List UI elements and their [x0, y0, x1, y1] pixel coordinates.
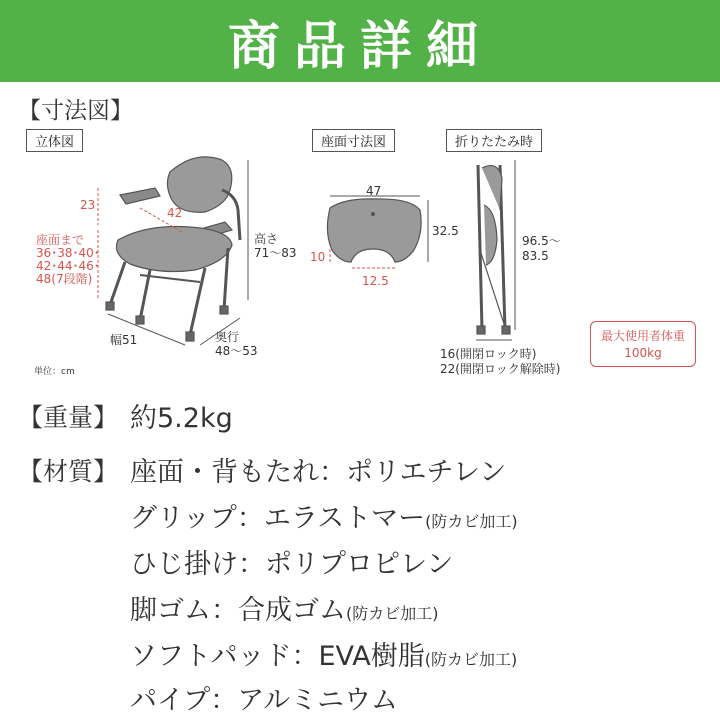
seat-width-dimension: 47: [366, 184, 382, 198]
seat-top-illustration: [327, 199, 421, 262]
material-row: ひじ掛け：ポリプロピレン: [130, 549, 454, 580]
armrest-gap-dimension: 42: [167, 206, 183, 220]
max-load-badge: 最大使用者体重 100kg: [590, 321, 696, 367]
perspective-view-label: 立体図: [26, 129, 83, 152]
weight-section-label: 【重量】: [18, 403, 119, 432]
notch-width-dimension: 12.5: [362, 274, 389, 288]
material-row: グリップ：エラストマー(防カビ加工): [130, 503, 518, 534]
weight-value: 約5.2kg: [130, 403, 233, 434]
material-row: パイプ：アルミニウム: [130, 685, 398, 716]
seat-height-dimension: 座面まで 36･38･40･ 42･44･46･ 48(7段階): [36, 233, 100, 286]
seat-view-label: 座面寸法図: [312, 129, 395, 152]
material-row: 脚ゴム：合成ゴム(防カビ加工): [130, 595, 439, 626]
chair-perspective-illustration: [106, 157, 240, 341]
folded-view-label: 折りたたみ時: [446, 129, 542, 152]
folded-height-dimension: 96.5～ 83.5: [522, 234, 561, 263]
page-title: 商品詳細: [227, 16, 492, 77]
material-row: ソフトパッド：EVA樹脂(防カビ加工): [130, 641, 518, 672]
materials-section-label: 【材質】: [18, 457, 119, 486]
folded-chair-illustration: [477, 165, 510, 334]
unit-note: 単位：cm: [34, 367, 75, 377]
dimensions-section-label: 【寸法図】: [18, 98, 133, 124]
seat-depth-dimension: 32.5: [432, 224, 459, 238]
depth-dimension: 奥行 48～53: [215, 330, 258, 358]
width-dimension: 幅51: [110, 333, 138, 347]
material-row: 座面・背もたれ：ポリエチレン: [130, 457, 507, 488]
notch-depth-dimension: 10: [310, 250, 326, 264]
total-height-dimension: 高さ 71～83: [254, 232, 297, 260]
back-height-dimension: 23: [80, 198, 96, 212]
folded-depth-dimension: 16(開閉ロック時) 22(開閉ロック解除時): [440, 347, 561, 376]
